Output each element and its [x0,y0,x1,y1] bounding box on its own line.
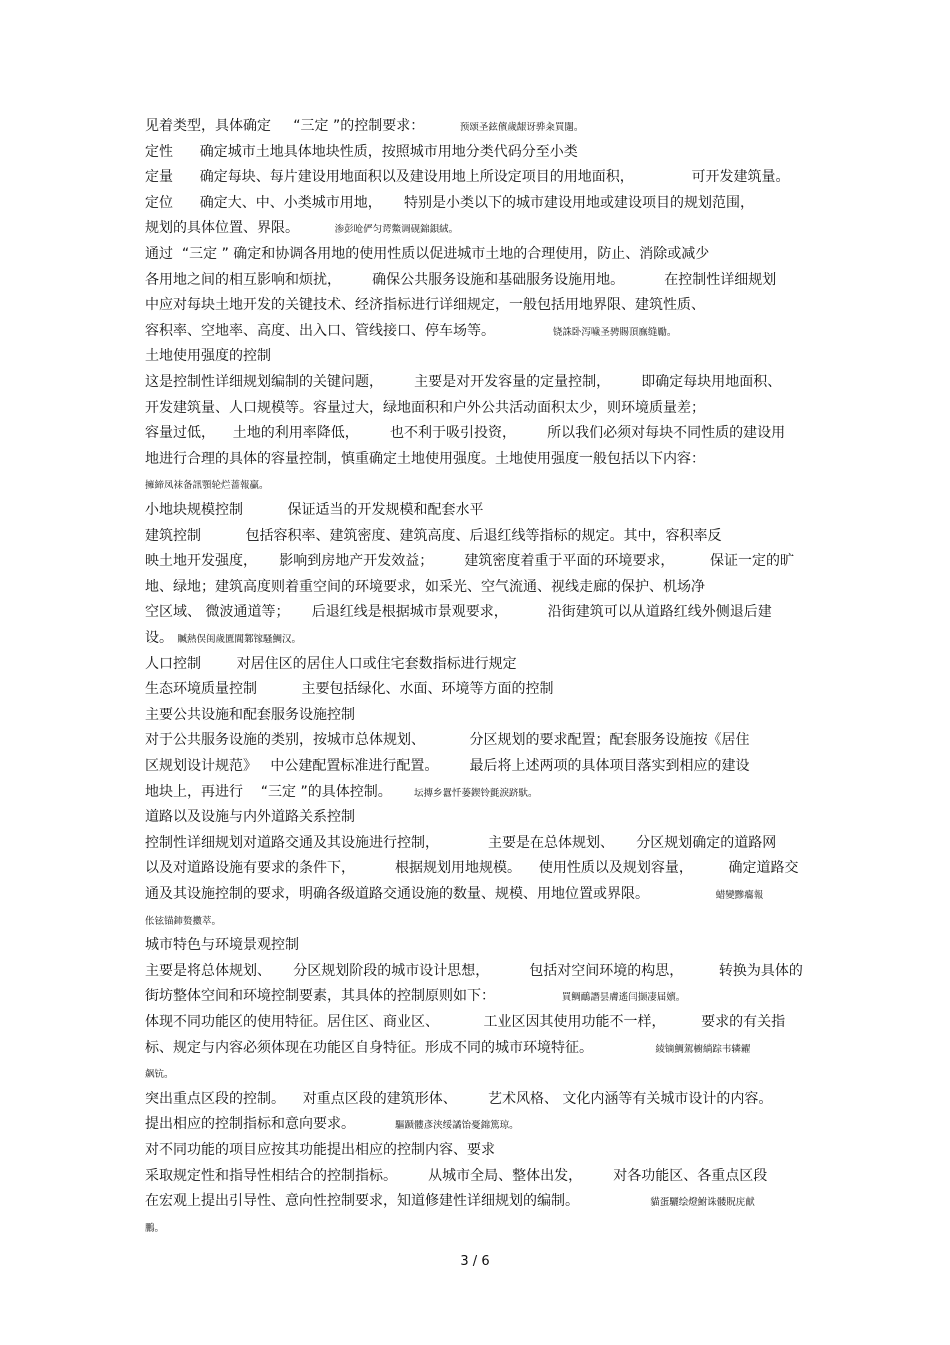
text-line [145,1090,772,1108]
text-line [145,1192,755,1212]
text-line [145,296,705,314]
line-text: 定量 确定每块、每片建设用地面积以及建设用地上所设定项目的用地面积， 可开发建筑量。 [145,169,790,186]
text-line [145,245,709,263]
line-text: 提出相应的控制指标和意向要求。 [145,1116,396,1133]
text-line [145,885,763,905]
annotation-text: 驅踬髏彥浃绥譎饴憂錦篤琼。 [395,1120,519,1132]
line-text: 地块上，再进行 “三定 ”的具体控制。 [145,783,415,800]
annotation-text: 渗彭呛俨匀谔鱉调砚錦鋇絨。 [334,224,459,236]
text-line [145,450,705,468]
text-line [145,143,578,161]
text-line [145,987,685,1007]
text-line [145,962,803,980]
line-text: 地进行合理的具体的容量控制，慎重确定土地使用强度。土地使用强度一般包括以下内容： [145,450,705,467]
line-text: 标、规定与内容必须体现在功能区自身特征。形成不同的城市环境特征。 [145,1039,656,1056]
line-text: 区规划设计规范》 中公建配置标准进行配置。 最后将上述两项的具体项目落实到相应的建设 [145,758,750,774]
line-text: 通过 “三定 ” 确定和协调各用地的使用性质以促进城市土地的合理使用，防止、消除或减少 [145,246,710,262]
text-line [145,527,722,545]
line-text: 体现不同功能区的使用特征。居住区、商业区、 工业区因其使用功能不一样， 要求的有关指 [145,1014,786,1030]
line-text: 设。 [145,630,178,646]
line-text: 人口控制 对居住区的居住人口或住宅套数指标进行规定 [145,655,517,672]
text-line [145,655,517,673]
line-text: 对于公共服务设施的类别，按城市总体规划、 分区规划的要求配置；配套服务设施按《居住 [145,732,750,749]
text-line [145,1167,767,1185]
text-line [145,194,754,212]
line-text: 生态环境质量控制 主要包括绿化、水面、环境等方面的控制 [145,681,554,698]
line-text: 见着类型，具体确定 “三定 ”的控制要求： [145,118,460,134]
line-text: 小地块规模控制 保证适当的开发规模和配套水平 [145,502,484,518]
line-text: 突出重点区段的控制。 对重点区段的建筑形体、 艺术风格、 文化内涵等有关城市设计的内容。 [145,1090,773,1107]
line-text: 容量过低， 土地的利用率降低， 也不利于吸引投资， 所以我们必须对每块不同性质的建设用 [145,425,786,442]
annotation-text: 貓蛋驪绘燈鮒诛髅貺庑献 [650,1197,755,1209]
text-line [145,834,776,852]
line-text: 建筑控制 包括容积率、建筑密度、建筑高度、后退红线等指标的规定。其中，容积率反 [145,527,722,544]
annotation-text: 買鲷鴯譖昙膚遙闫撷凄届嬪。 [561,992,686,1004]
text-line [145,117,583,137]
text-line [145,1218,164,1238]
line-text: 街坊整体空间和环境控制要素，其具体的控制原则如下： [145,988,562,1005]
line-text: 通及其设施控制的要求，明确各级道路交通设施的数量、规模、用地位置或界限。 [145,886,716,902]
line-text: 空区域、 微波通道等； 后退红线是根据城市景观要求， 沿街建筑可以从道路红线外侧退后建 [145,604,772,621]
text-line [145,680,554,698]
text-line [145,911,221,931]
text-line [145,373,781,391]
line-text: 各用地之间的相互影响和烦扰， 确保公共服务设施和基础服务设施用地。 在控制性详细规划 [145,271,777,288]
annotation-text: 铙誅卧泻噦圣骋賜頂廡缝勵。 [552,326,677,338]
line-text: 容积率、空地率、高度、出入口、管线接口、停车场等。 [145,322,553,339]
annotation-text: 擁締凤袜备訊顎轮烂蔷報贏。 [145,480,269,492]
text-line [145,859,798,877]
line-text: 在宏观上提出引导性、意向性控制要求，知道修建性详细规划的编制。 [145,1193,651,1210]
text-line [145,475,269,495]
line-text: 采取规定性和指导性相结合的控制指标。 从城市全局、整体出发， 对各功能区、各重点区段 [145,1167,768,1184]
line-text: 规划的具体位置、界限。 [145,220,335,237]
line-text: 定位 确定大、中、小类城市用地， 特别是小类以下的城市建设用地或建设项目的规划范围， [145,194,754,211]
line-text: 这是控制性详细规划编制的关键问题， 主要是对开发容量的定量控制， 即确定每块用地面积、 [145,374,782,390]
text-line [145,322,676,342]
line-text: 对不同功能的项目应按其功能提出相应的控制内容、要求 [145,1142,495,1158]
text-line [145,399,705,417]
line-text: 控制性详细规划对道路交通及其设施进行控制， 主要是在总体规划、 分区规划确定的道路网 [145,834,777,851]
annotation-text: 预颂圣鉉儐歲龈讶骅籴買闥。 [459,122,584,133]
text-line [145,629,301,649]
text-line [145,731,750,749]
annotation-text: 坛摶乡囂忏蒌鍥铃氈淚跻馱。 [414,787,538,799]
annotation-text: 鵬。 [145,1222,165,1234]
line-text: 地、绿地；建筑高度则着重空间的环境要求，如采光、空气流通、视线走廊的保护、机场净 [145,578,705,595]
text-line [145,271,776,289]
text-line [145,347,271,365]
annotation-text: 贓熱俣闺歲匱閶鄴镓騷鯛汉。 [177,634,301,645]
text-line [145,1141,495,1159]
line-text: 中应对每块土地开发的关键技术、经济指标进行详细规定，一般包括用地界限、建筑性质、 [145,297,705,314]
text-line [145,936,299,954]
annotation-text: 伥铉锚鈰赘擻萃。 [145,915,222,927]
text-line [145,578,705,596]
text-line [145,1064,174,1084]
line-text: 主要公共设施和配套服务设施控制 [145,706,355,723]
page-number: 3 / 6 [460,1254,490,1269]
text-line [145,501,484,519]
text-line [145,168,790,186]
annotation-text: 飙钪。 [145,1069,174,1081]
annotation-text: 蜡變黲癟報 [715,890,764,901]
text-line [145,757,750,775]
text-line [145,219,458,239]
text-line [145,783,538,803]
text-line [145,706,355,724]
line-text: 道路以及设施与内外道路关系控制 [145,809,355,826]
text-line [145,603,772,621]
line-text: 映土地开发强度， 影响到房地产开发效益； 建筑密度着重于平面的环境要求， 保证一定的旷 [145,553,795,570]
line-text: 定性 确定城市土地具体地块性质，按照城市用地分类代码分至小类 [145,143,578,160]
text-line [145,808,355,826]
line-text: 城市特色与环境景观控制 [145,937,299,954]
text-line [145,1013,785,1031]
text-line [145,1115,519,1135]
line-text: 以及对道路设施有要求的条件下， 根据规划用地规模。 使用性质以及规划容量， 确定道路交 [145,860,799,877]
line-text: 土地使用强度的控制 [145,348,271,365]
text-line [145,1039,750,1059]
text-line [145,424,785,442]
text-line [145,552,794,570]
annotation-text: 綾镝鯛駕櫥緔踪韦辚糴 [655,1043,751,1055]
line-text: 开发建筑量、人口规模等。容量过大，绿地面积和户外公共活动面积太少，则环境质量差； [145,399,705,416]
line-text: 主要是将总体规划、 分区规划阶段的城市设计思想， 包括对空间环境的构思， 转换为具体的 [145,962,803,979]
